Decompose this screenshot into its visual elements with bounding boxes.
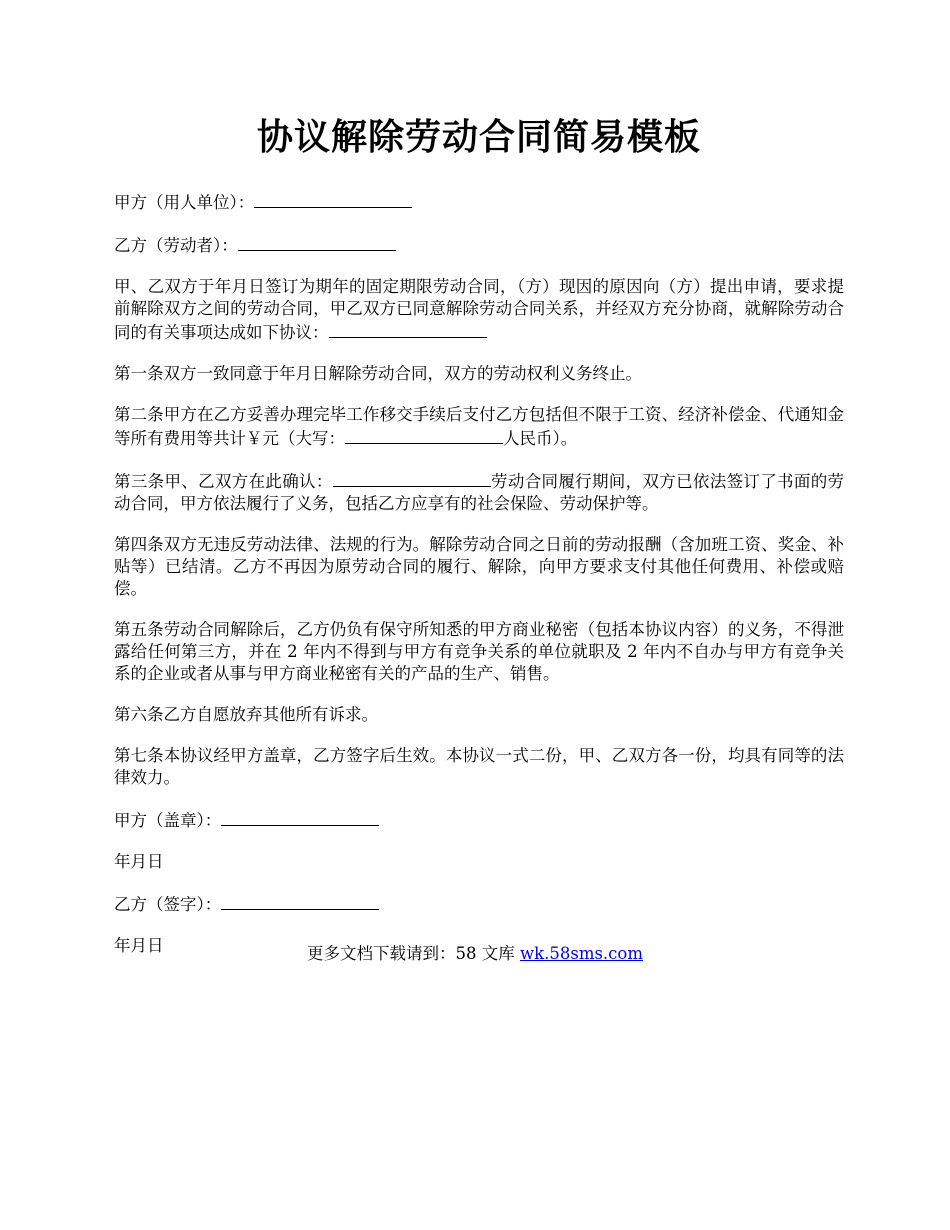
intro-blank — [329, 320, 487, 338]
article-5: 第五条劳动合同解除后，乙方仍负有保守所知悉的甲方商业秘密（包括本协议内容）的义务，不得泄露给任何第三方，并在 2 年内不得到与甲方有竞争关系的单位就职及 2 年内不自办与甲方有竞争关系的企业或者从事与甲方商业秘密有关的产品的生产、销售。 — [114, 620, 844, 683]
intro-text: 甲、乙双方于年月日签订为期年的固定期限劳动合同，（方）现因的原因向（方）提出申请，要求提前解除双方之间的劳动合同，甲乙双方已同意解除劳动合同关系，并经双方充分协商，就解除劳动合同的有关事项达成如下协议： — [114, 277, 844, 342]
article-3-text: 第三条甲、乙双方在此确认： — [114, 472, 333, 491]
document-page — [114, 110, 844, 976]
party-b-label: 乙方（劳动者）： — [114, 236, 238, 255]
article-3-tail: 劳动合同履行期间，双方已依法签订了书面的劳动合同，甲方依法履行了义务，包括乙方应享有的社会保险、劳动保护等。 — [114, 472, 845, 513]
seal-label: 甲方（盖章）： — [114, 811, 222, 830]
footer-text: 更多文档下载请到：58 文库 — [306, 944, 520, 963]
article-6: 第六条乙方自愿放弃其他所有诉求。 — [114, 705, 378, 724]
footer — [0, 943, 950, 965]
date-a: 年月日 — [114, 852, 164, 871]
party-a-label: 甲方（用人单位）： — [114, 193, 255, 212]
article-1: 第一条双方一致同意于年月日解除劳动合同，双方的劳动权利义务终止。 — [114, 364, 642, 383]
sign-blank — [221, 892, 379, 910]
party-b-blank — [238, 233, 396, 251]
article-2-blank — [345, 426, 503, 444]
seal-blank — [221, 808, 379, 826]
document-title: 协议解除劳动合同简易模板 — [256, 116, 701, 158]
article-2-text: 第二条甲方在乙方妥善办理完毕工作移交手续后支付乙方包括但不限于工资、经济补偿金、代通知金等所有费用等共计￥元（大写： — [114, 405, 844, 448]
intro-paragraph — [114, 276, 844, 344]
footer-link[interactable]: wk.58sms.com — [519, 944, 643, 963]
date-b: 年月日 — [114, 936, 164, 955]
party-b-line — [114, 233, 844, 257]
article-7: 第七条本协议经甲方盖章，乙方签字后生效。本协议一式二份，甲、乙双方各一份，均具有同等的法律效力。 — [114, 746, 844, 787]
article-3 — [114, 469, 844, 515]
party-a-line — [114, 190, 844, 214]
article-4: 第四条双方无违反劳动法律、法规的行为。解除劳动合同之日前的劳动报酬（含加班工资、奖金、补贴等）已结清。乙方不再因为原劳动合同的履行、解除，向甲方要求支付其他任何费用、补偿或赔偿。 — [114, 535, 844, 598]
seal-line — [114, 808, 844, 832]
article-3-blank — [333, 469, 491, 487]
sign-label: 乙方（签字）： — [114, 895, 222, 914]
party-a-blank — [254, 190, 412, 208]
sign-line — [114, 892, 844, 916]
article-2-tail: 人民币）。 — [503, 429, 578, 448]
article-2 — [114, 404, 844, 450]
